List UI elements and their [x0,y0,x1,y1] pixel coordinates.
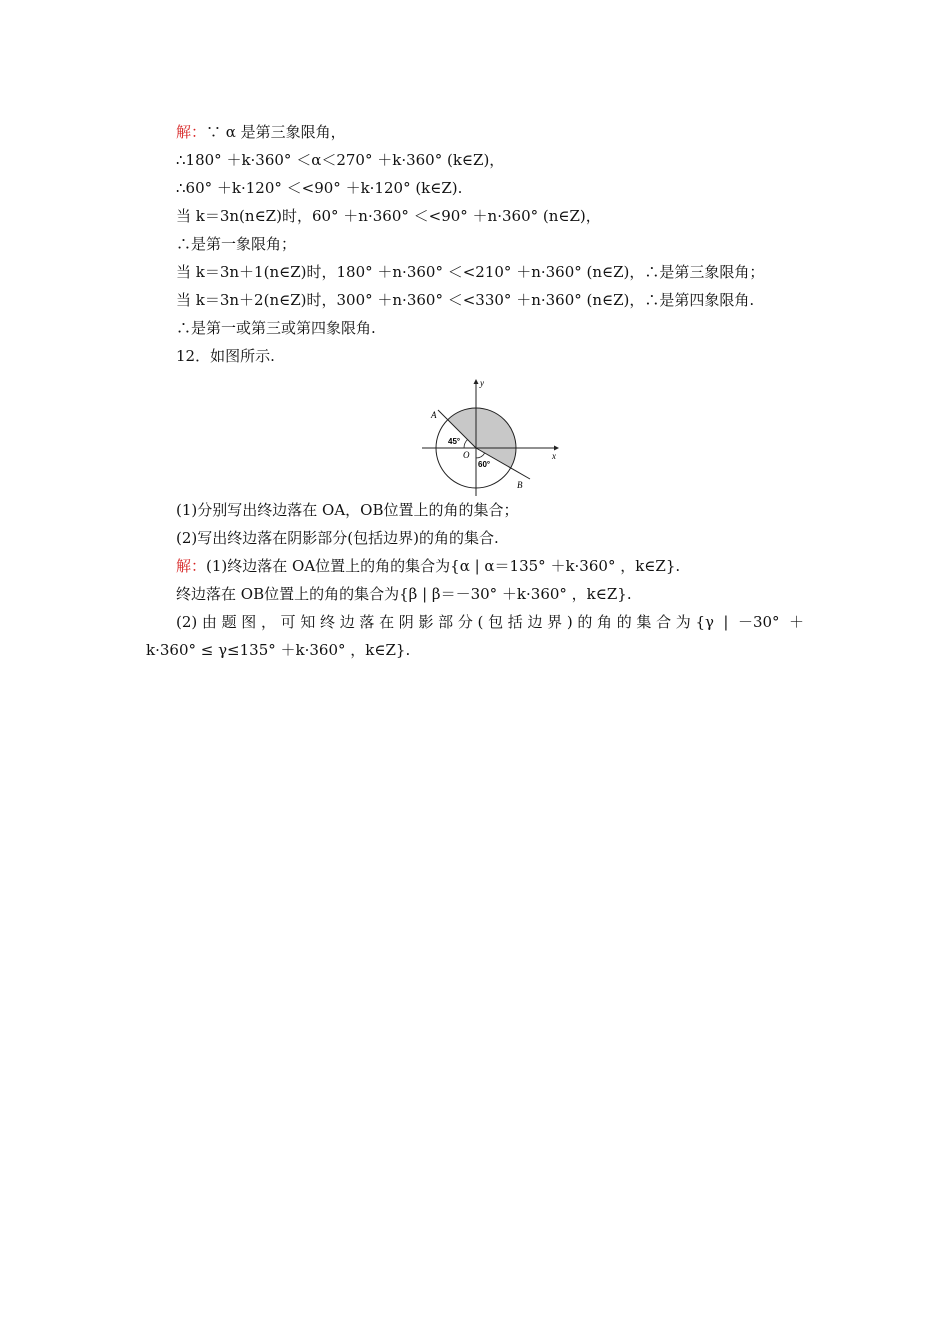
solution-label: 解： [176,123,207,141]
question-heading: 12．如图所示. [176,347,275,365]
arc-45 [464,440,468,449]
text-line: 终边落在 OB位置上的角的集合为{β | β＝－30° ＋k·360° ，k∈Z}. [176,585,632,603]
label-a: A [431,410,437,420]
label-y: y [480,378,484,388]
text-line: 解：(1)终边落在 OA位置上的角的集合为{α | α＝135° ＋k·360° ，k∈Z}. [176,557,681,575]
label-45: 45° [448,437,461,446]
label-b: B [517,480,523,490]
text-line: ∴是第一象限角； [176,235,297,253]
text-line: ∴180° ＋k·360° ＜α＜270° ＋k·360° (k∈Z)， [176,151,505,169]
label-x: x [552,451,556,461]
text-line: ∴是第一或第三或第四象限角. [176,319,376,337]
angle-figure [418,374,568,499]
text-line: (2)写出终边落在阴影部分(包括边界)的角的集合. [176,529,499,547]
x-axis-arrow [554,446,559,451]
solution-label: 解： [176,557,207,575]
text-line: 当 k＝3n＋2(n∈Z)时，300° ＋n·360° ＜<330° ＋n·360° (n∈Z)，∴是第四象限角. [176,291,755,309]
text-line: 解：∵ α 是第三象限角， [176,123,346,141]
text-line: (2)由题图，可知终边落在阴影部分(包括边界)的角的集合为{γ | －30° ＋ [176,613,804,631]
label-o: O [463,450,470,460]
label-60: 60° [478,460,491,469]
text-line: 当 k＝3n(n∈Z)时，60° ＋n·360° ＜<90° ＋n·360° (n∈Z)， [176,207,601,225]
text-line: 当 k＝3n＋1(n∈Z)时，180° ＋n·360° ＜<210° ＋n·360° (n∈Z)，∴是第三象限角； [176,263,765,281]
y-axis-arrow [474,379,479,384]
arc-60 [476,453,485,458]
text-line: ∴60° ＋k·120° ＜<90° ＋k·120° (k∈Z). [176,179,463,197]
text-line: (1)分别写出终边落在 OA，OB位置上的角的集合； [176,501,519,519]
text-line: k·360° ≤ γ≤135° ＋k·360° ，k∈Z}. [146,641,411,659]
